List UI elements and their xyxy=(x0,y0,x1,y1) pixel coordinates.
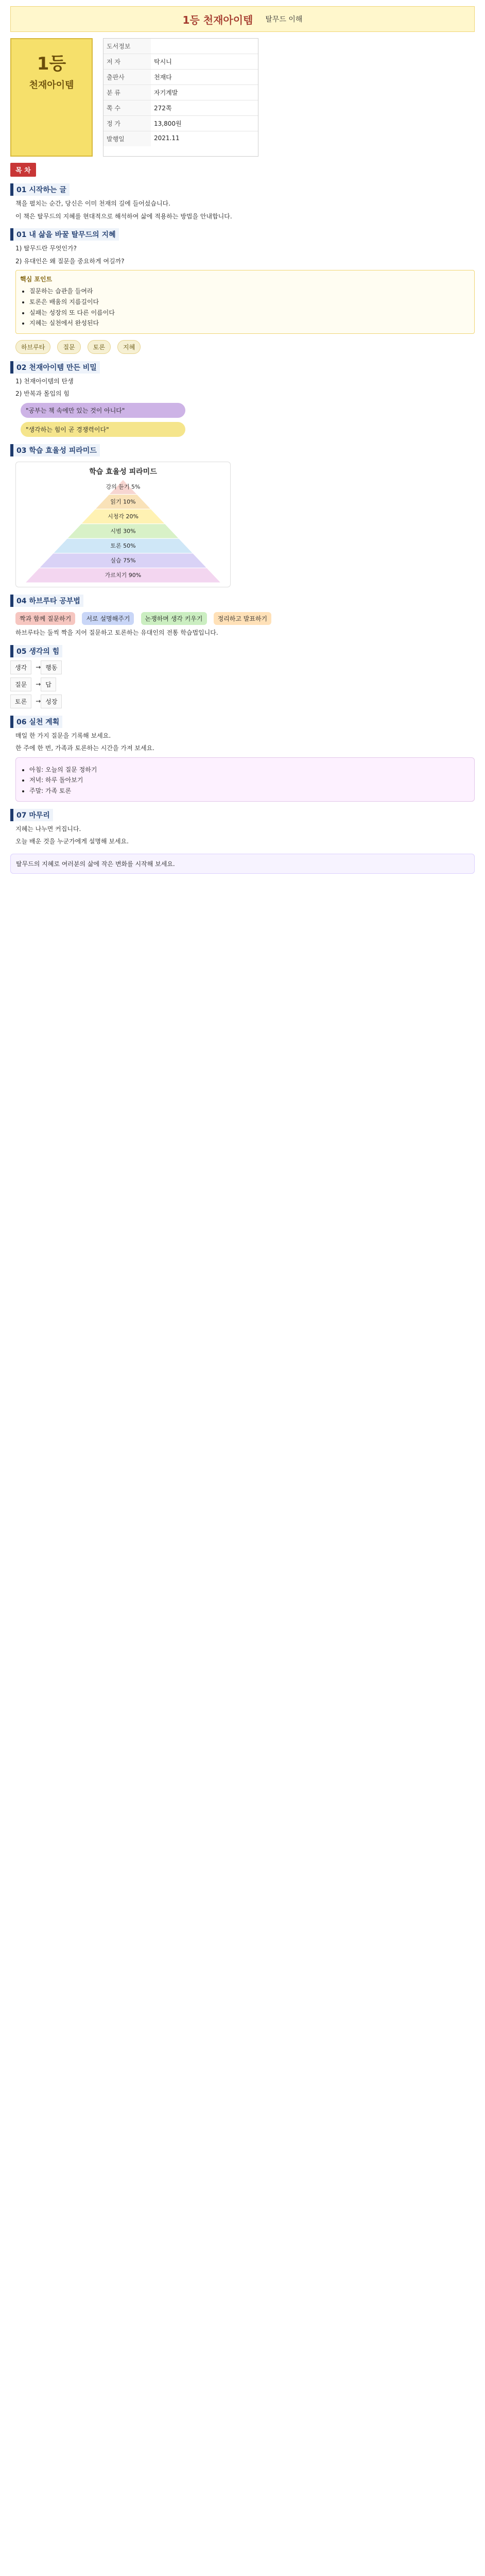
checklist-item: • 저녁: 하루 돌아보기 xyxy=(29,775,470,785)
section xyxy=(10,645,475,708)
chip: 정리하고 발표하기 xyxy=(214,612,272,625)
info-value: 13,800원 xyxy=(154,120,182,127)
paragraph: 지혜는 나누면 커집니다. xyxy=(15,825,81,833)
chip: 논쟁하며 생각 키우기 xyxy=(141,612,207,625)
quote-pill: "생각하는 힘이 곧 경쟁력이다" xyxy=(21,422,185,437)
paragraph: 2) 유대인은 왜 질문을 중요하게 여길까? xyxy=(15,257,125,265)
bullet-item: • 토론은 배움의 지름길이다 xyxy=(29,297,470,307)
info-row xyxy=(103,70,258,85)
chip-row xyxy=(15,610,475,625)
cover-title: 천재아이템 xyxy=(29,80,74,91)
paragraph: 1) 탈무드란 무엇인가? xyxy=(15,245,77,252)
pyramid-level-label: 시범 30% xyxy=(110,528,136,535)
section xyxy=(10,809,475,846)
mapping-right: 행동 xyxy=(41,660,62,674)
section-title: 03 학습 효율성 피라미드 xyxy=(10,444,100,456)
info-value: 2021.11 xyxy=(154,134,180,142)
mapping-row xyxy=(10,677,475,691)
paragraph: 이 책은 탈무드의 지혜를 현대적으로 해석하여 삶에 적용하는 방법을 안내합니다. xyxy=(15,212,232,220)
book-info xyxy=(10,38,475,157)
header-banner xyxy=(10,6,475,32)
section xyxy=(10,716,475,802)
checklist-item: • 아침: 오늘의 질문 정하기 xyxy=(29,765,470,775)
section-title: 01 시작하는 글 xyxy=(10,183,70,196)
pyramid-level-label: 시청각 20% xyxy=(108,513,138,520)
pyramid-level-label: 토론 50% xyxy=(110,542,136,549)
tag: 질문 xyxy=(57,340,80,354)
mapping-right: 성장 xyxy=(41,694,62,708)
tag: 토론 xyxy=(88,340,111,354)
page-title: 1등 천재아이템 xyxy=(182,13,253,26)
bullet-item: • 지혜는 실천에서 완성된다 xyxy=(29,318,470,328)
paragraph: 한 주에 한 번, 가족과 토론하는 시간을 가져 보세요. xyxy=(15,744,154,752)
section xyxy=(10,183,475,221)
info-value: 272쪽 xyxy=(154,105,172,112)
paragraph: 하브루타는 둘씩 짝을 지어 질문하고 토론하는 유대인의 전통 학습법입니다. xyxy=(15,629,218,636)
checklist-item: • 주말: 가족 토론 xyxy=(29,786,470,796)
section xyxy=(10,444,475,587)
paragraph: 2) 반복과 몰입의 힘 xyxy=(15,390,70,398)
paragraph: 오늘 배운 것을 누군가에게 설명해 보세요. xyxy=(15,838,129,845)
mapping-left: 생각 xyxy=(10,660,31,674)
tag-row xyxy=(15,337,475,354)
pyramid-level-label: 실습 75% xyxy=(110,557,136,564)
info-title: 도서정보 xyxy=(103,39,151,54)
key-points-box xyxy=(15,270,475,333)
page-subtitle: 탈무드 이해 xyxy=(265,15,303,24)
section-title: 05 생각의 힘 xyxy=(10,645,62,657)
info-row xyxy=(103,116,258,131)
arrow-right-icon: → xyxy=(36,681,41,688)
info-value: 천재다 xyxy=(154,74,172,81)
section-title: 02 천재아이템 만든 비밀 xyxy=(10,361,100,374)
mapping-row xyxy=(10,660,475,674)
chip: 서로 설명해주기 xyxy=(82,612,134,625)
section-title: 07 마무리 xyxy=(10,809,53,821)
bullet-list xyxy=(20,286,470,328)
pyramid-level-label: 강의 듣기 5% xyxy=(106,483,141,490)
section-title: 01 내 삶을 바꿀 탈무드의 지혜 xyxy=(10,228,119,241)
section xyxy=(10,595,475,638)
info-title-spacer xyxy=(151,39,258,54)
mapping-row xyxy=(10,694,475,708)
section xyxy=(10,228,475,354)
book-info-table xyxy=(103,38,258,157)
toc-ribbon-label: 목 차 xyxy=(10,163,36,177)
arrow-right-icon: → xyxy=(36,698,41,705)
paragraph: 1) 천재아이템의 탄생 xyxy=(15,377,74,385)
toc-ribbon xyxy=(10,163,475,176)
tag: 지혜 xyxy=(117,340,141,354)
section-title: 06 실천 계획 xyxy=(10,716,62,728)
pyramid-level-label: 가르치기 90% xyxy=(105,572,142,579)
info-key: 분 류 xyxy=(103,85,151,100)
chip: 짝과 함께 질문하기 xyxy=(15,612,75,625)
paragraph: 매일 한 가지 질문을 기록해 보세요. xyxy=(15,732,111,739)
info-value: 자기계발 xyxy=(154,89,178,96)
section-title: 04 하브루타 공부법 xyxy=(10,595,83,607)
footer-text: 탈무드의 지혜로 여러분의 삶에 작은 변화를 시작해 보세요. xyxy=(16,860,175,868)
info-row xyxy=(103,85,258,100)
bullet-item: • 질문하는 습관을 들여라 xyxy=(29,286,470,296)
pyramid-title: 학습 효율성 피라미드 xyxy=(89,467,157,476)
pyramid-svg xyxy=(25,480,221,583)
checklist xyxy=(20,765,470,796)
section xyxy=(10,361,475,437)
pyramid-level-label: 읽기 10% xyxy=(110,498,136,505)
info-value: 탁시니 xyxy=(154,58,172,65)
mapping-left: 토론 xyxy=(10,694,31,708)
arrow-right-icon: → xyxy=(36,664,41,671)
info-row xyxy=(103,54,258,70)
info-key: 저 자 xyxy=(103,54,151,69)
info-key: 정 가 xyxy=(103,116,151,131)
cover-number: 1등 xyxy=(37,54,66,74)
paragraph: 책을 펼치는 순간, 당신은 이미 천재의 길에 들어섰습니다. xyxy=(15,200,170,207)
pyramid-figure xyxy=(15,462,231,587)
bullet-item: • 실패는 성장의 또 다른 이름이다 xyxy=(29,308,470,318)
pyramid xyxy=(25,480,221,583)
content xyxy=(10,183,475,846)
box-title: 핵심 포인트 xyxy=(20,276,53,283)
info-row xyxy=(103,100,258,116)
footer-box xyxy=(10,854,475,874)
quote-pill: "공부는 책 속에만 있는 것이 아니다" xyxy=(21,403,185,418)
mapping-right: 답 xyxy=(41,677,56,691)
info-row xyxy=(103,131,258,146)
info-key: 출판사 xyxy=(103,70,151,84)
mapping-left: 질문 xyxy=(10,677,31,691)
tag: 하브루타 xyxy=(15,340,50,354)
book-cover xyxy=(10,38,93,157)
info-header-row xyxy=(103,39,258,54)
info-key: 쪽 수 xyxy=(103,100,151,115)
checklist-box xyxy=(15,757,475,802)
info-key: 발행일 xyxy=(103,131,151,146)
